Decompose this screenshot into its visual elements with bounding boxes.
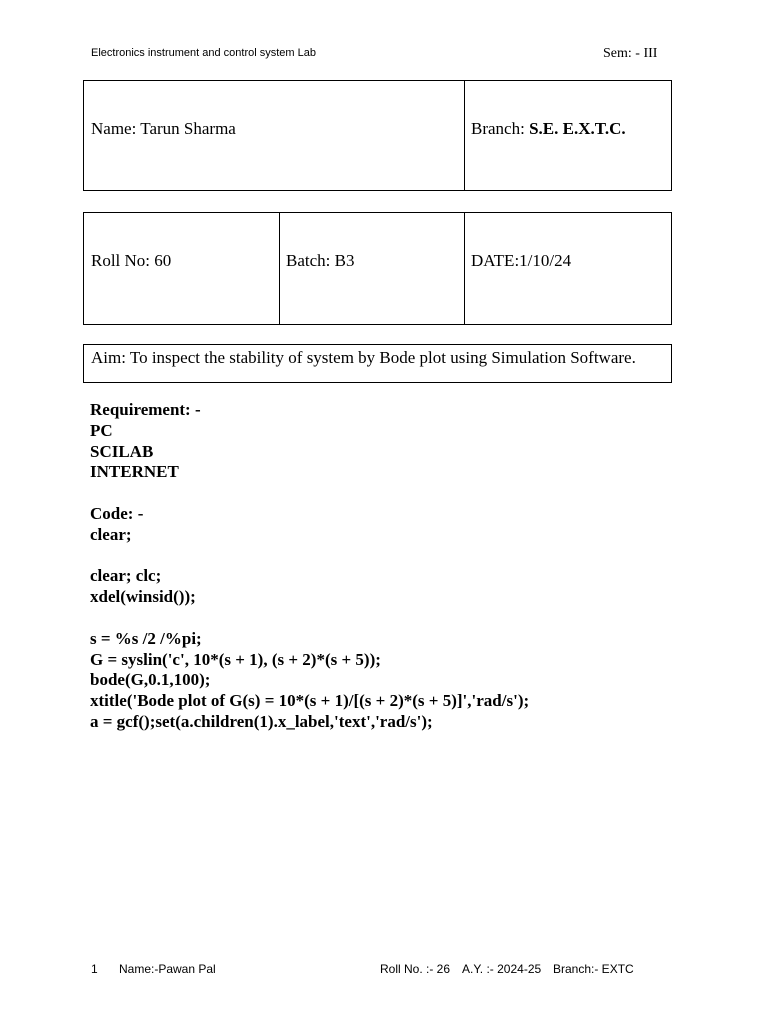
footer-name: Name:-Pawan Pal xyxy=(119,962,216,976)
body-line xyxy=(90,483,529,504)
body-line: bode(G,0.1,100); xyxy=(90,670,211,690)
footer-academic-year: A.Y. :- 2024-25 xyxy=(462,962,542,976)
roll-cell: Roll No: 60 xyxy=(91,251,172,270)
branch-label: Branch: xyxy=(471,119,530,138)
table-divider xyxy=(464,81,465,190)
body-line: clear; xyxy=(90,524,132,544)
header-title: Electronics instrument and control system Lab xyxy=(91,47,316,59)
branch-cell xyxy=(471,119,626,139)
footer-branch: Branch:- EXTC xyxy=(553,962,634,976)
header-semester: Sem: - III xyxy=(603,46,658,61)
requirements-and-code xyxy=(90,400,529,733)
body-line: INTERNET xyxy=(90,462,179,482)
body-line xyxy=(90,546,529,567)
date-cell: DATE:1/10/24 xyxy=(471,251,572,270)
body-line: G = syslin('c', 10*(s + 1), (s + 2)*(s + 5)); xyxy=(90,649,381,669)
footer-roll: Roll No. :- 26 xyxy=(380,962,451,976)
body-line: a = gcf();set(a.children(1).x_label,'text','rad/s'); xyxy=(90,711,433,731)
footer-page-number: 1 xyxy=(91,962,98,976)
body-line: Code: - xyxy=(90,503,144,523)
table-divider xyxy=(279,213,280,324)
body-line: xtitle('Bode plot of G(s) = 10*(s + 1)/[(s + 2)*(s + 5)]','rad/s'); xyxy=(90,691,530,711)
body-line xyxy=(90,608,529,629)
table-divider xyxy=(464,213,465,324)
aim-box xyxy=(83,344,672,383)
body-line: clear; clc; xyxy=(90,566,162,586)
name-cell: Name: Tarun Sharma xyxy=(91,119,236,138)
student-info-table xyxy=(83,80,672,191)
body-line: s = %s /2 /%pi; xyxy=(90,628,202,648)
body-line: xdel(winsid()); xyxy=(90,587,196,607)
body-line: SCILAB xyxy=(90,441,154,461)
branch-value: S.E. E.X.T.C. xyxy=(529,119,626,138)
batch-cell: Batch: B3 xyxy=(286,251,355,270)
aim-text: Aim: To inspect the stability of system by Bode plot using Simulation Software. xyxy=(91,348,636,367)
body-line: Requirement: - xyxy=(90,400,201,419)
body-line: PC xyxy=(90,420,113,440)
roll-batch-date-table xyxy=(83,212,672,325)
